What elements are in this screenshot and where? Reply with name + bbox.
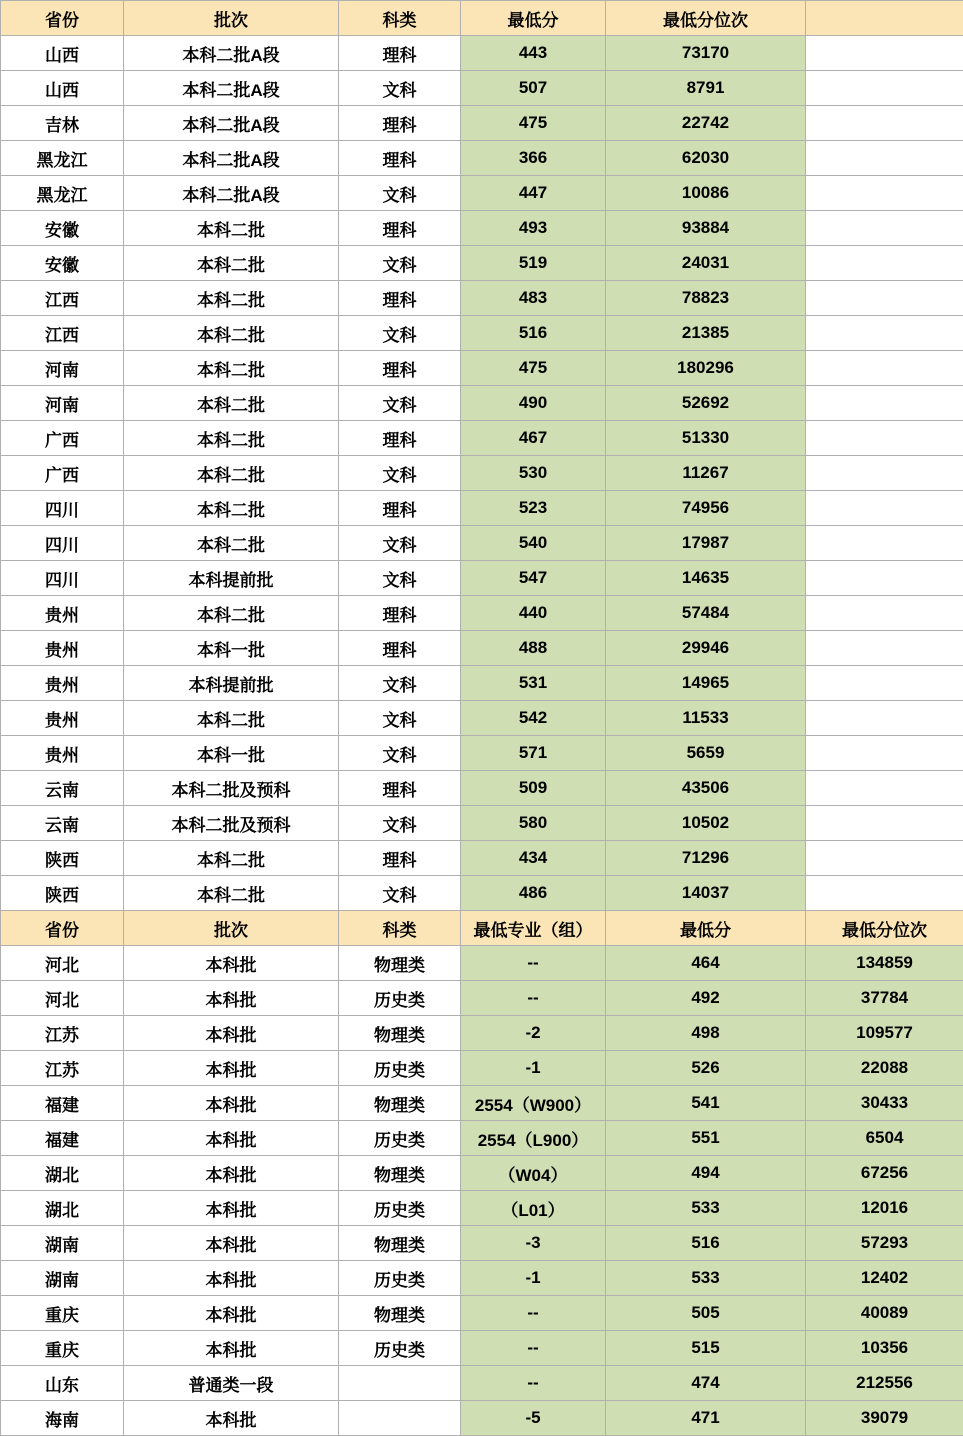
table-row [1, 316, 963, 351]
table-cell: 文科 [339, 316, 461, 351]
table-cell: 历史类 [339, 981, 461, 1016]
table-cell: 湖南 [1, 1261, 124, 1296]
table-cell: 理科 [339, 281, 461, 316]
table-cell [806, 316, 963, 351]
table-cell: 本科二批A段 [124, 141, 339, 176]
table-cell: 历史类 [339, 1121, 461, 1156]
table-row [1, 981, 963, 1016]
table-cell: 贵州 [1, 701, 124, 736]
table-cell: 8791 [606, 71, 806, 106]
column-header: 最低分 [461, 1, 606, 36]
table-cell: 四川 [1, 491, 124, 526]
table-cell: 湖南 [1, 1226, 124, 1261]
table-cell: 河北 [1, 946, 124, 981]
table-cell: 贵州 [1, 666, 124, 701]
table-cell [806, 211, 963, 246]
table-row [1, 666, 963, 701]
table-cell: 52692 [606, 386, 806, 421]
table-row [1, 561, 963, 596]
column-header: 批次 [124, 911, 339, 946]
table-cell: 6504 [806, 1121, 963, 1156]
table-cell: 本科二批A段 [124, 106, 339, 141]
table-row [1, 1331, 963, 1366]
table-cell: 重庆 [1, 1331, 124, 1366]
table-cell: 理科 [339, 771, 461, 806]
column-header: 科类 [339, 1, 461, 36]
table-cell [806, 701, 963, 736]
table-cell: 490 [461, 386, 606, 421]
table-cell: 云南 [1, 806, 124, 841]
table-cell: 河南 [1, 351, 124, 386]
table-cell: 本科二批 [124, 421, 339, 456]
table-cell: 本科批 [124, 1401, 339, 1436]
table-cell: 471 [606, 1401, 806, 1436]
table-cell: 理科 [339, 211, 461, 246]
table-cell: 580 [461, 806, 606, 841]
table-header-row [1, 911, 963, 946]
table-cell: 134859 [806, 946, 963, 981]
table-cell: 普通类一段 [124, 1366, 339, 1401]
table-cell: -5 [461, 1401, 606, 1436]
table-cell: 30433 [806, 1086, 963, 1121]
table-cell: 贵州 [1, 596, 124, 631]
table-cell: 57484 [606, 596, 806, 631]
table-cell: 43506 [606, 771, 806, 806]
table-row [1, 1051, 963, 1086]
table-cell: 吉林 [1, 106, 124, 141]
table-cell: 505 [606, 1296, 806, 1331]
table-row [1, 246, 963, 281]
table-row [1, 1191, 963, 1226]
table-cell: 22742 [606, 106, 806, 141]
table-cell: 498 [606, 1016, 806, 1051]
table-cell: 文科 [339, 386, 461, 421]
table-cell: 文科 [339, 701, 461, 736]
table-cell: 本科二批及预科 [124, 771, 339, 806]
table-cell [806, 876, 963, 911]
table-cell: -- [461, 946, 606, 981]
table-cell: 39079 [806, 1401, 963, 1436]
table-cell: 11533 [606, 701, 806, 736]
table-cell: 14965 [606, 666, 806, 701]
table-cell: 516 [461, 316, 606, 351]
table-row [1, 771, 963, 806]
column-header: 最低分 [606, 911, 806, 946]
table-cell: 12402 [806, 1261, 963, 1296]
table-row [1, 1401, 963, 1436]
table-cell: 河南 [1, 386, 124, 421]
table-cell [806, 386, 963, 421]
table-cell: 本科二批 [124, 456, 339, 491]
column-header: 最低专业（组） [461, 911, 606, 946]
table-cell [806, 491, 963, 526]
table-cell: 江苏 [1, 1051, 124, 1086]
table-cell: 文科 [339, 736, 461, 771]
table-cell: 5659 [606, 736, 806, 771]
table-row [1, 176, 963, 211]
table-cell: 486 [461, 876, 606, 911]
table-cell: 历史类 [339, 1261, 461, 1296]
table-cell: 本科二批 [124, 246, 339, 281]
table-cell: 533 [606, 1261, 806, 1296]
table-cell: 493 [461, 211, 606, 246]
table-cell [806, 771, 963, 806]
table-cell: -1 [461, 1051, 606, 1086]
table-cell: 533 [606, 1191, 806, 1226]
table-cell: 本科二批 [124, 701, 339, 736]
table-cell: 21385 [606, 316, 806, 351]
table-cell: 37784 [806, 981, 963, 1016]
table-cell: 福建 [1, 1086, 124, 1121]
table-cell: 492 [606, 981, 806, 1016]
table-cell [806, 36, 963, 71]
table-cell: 江西 [1, 316, 124, 351]
table-cell: 云南 [1, 771, 124, 806]
table-cell: 理科 [339, 36, 461, 71]
table-cell: 广西 [1, 421, 124, 456]
table-cell: 黑龙江 [1, 141, 124, 176]
table-cell: 509 [461, 771, 606, 806]
table-cell: 本科批 [124, 1191, 339, 1226]
table-cell: 本科二批 [124, 211, 339, 246]
table-cell: 531 [461, 666, 606, 701]
table-cell: 历史类 [339, 1331, 461, 1366]
table-cell: 10502 [606, 806, 806, 841]
table-cell: 本科批 [124, 1051, 339, 1086]
table-cell: 571 [461, 736, 606, 771]
table-cell: （W04） [461, 1156, 606, 1191]
table-cell: 江苏 [1, 1016, 124, 1051]
table-cell: 475 [461, 106, 606, 141]
table-row [1, 806, 963, 841]
table-cell: -- [461, 981, 606, 1016]
table-cell: 2554（L900） [461, 1121, 606, 1156]
table-cell [806, 71, 963, 106]
table-cell: 本科二批A段 [124, 71, 339, 106]
table-cell: 文科 [339, 666, 461, 701]
table-cell: 212556 [806, 1366, 963, 1401]
table-cell: 本科二批 [124, 316, 339, 351]
table-cell: 本科二批A段 [124, 36, 339, 71]
table-row [1, 386, 963, 421]
table-cell: 519 [461, 246, 606, 281]
table-row [1, 211, 963, 246]
table-cell [806, 736, 963, 771]
table-cell [806, 106, 963, 141]
table-row [1, 1296, 963, 1331]
table-cell [806, 841, 963, 876]
table-cell: 541 [606, 1086, 806, 1121]
table-cell: -- [461, 1366, 606, 1401]
table-cell: 物理类 [339, 1156, 461, 1191]
column-header: 最低分位次 [806, 911, 963, 946]
table-cell: 51330 [606, 421, 806, 456]
table-cell: 本科提前批 [124, 561, 339, 596]
table-cell: 10086 [606, 176, 806, 211]
column-header: 科类 [339, 911, 461, 946]
table-cell: 474 [606, 1366, 806, 1401]
table-cell: 67256 [806, 1156, 963, 1191]
table-cell: 483 [461, 281, 606, 316]
table-row [1, 946, 963, 981]
table-cell: 本科批 [124, 1121, 339, 1156]
table-cell: 本科批 [124, 1261, 339, 1296]
table-cell: 40089 [806, 1296, 963, 1331]
table-cell: 本科二批及预科 [124, 806, 339, 841]
table-cell: 物理类 [339, 1296, 461, 1331]
table-header-row [1, 1, 963, 36]
table-row [1, 141, 963, 176]
table-cell: 安徽 [1, 246, 124, 281]
table-cell: 本科批 [124, 1226, 339, 1261]
column-header: 最低分位次 [606, 1, 806, 36]
table-cell: 109577 [806, 1016, 963, 1051]
table-cell: 福建 [1, 1121, 124, 1156]
table-cell: 14635 [606, 561, 806, 596]
table-cell: 山西 [1, 71, 124, 106]
table-cell: 本科二批 [124, 596, 339, 631]
table-cell: 文科 [339, 561, 461, 596]
table-cell: 11267 [606, 456, 806, 491]
table-cell [806, 631, 963, 666]
table-cell: 本科二批 [124, 281, 339, 316]
table-cell: 理科 [339, 491, 461, 526]
table-cell: 黑龙江 [1, 176, 124, 211]
table-row [1, 736, 963, 771]
table-cell: 447 [461, 176, 606, 211]
table-cell [806, 246, 963, 281]
table-cell: 本科批 [124, 1016, 339, 1051]
table-cell: 24031 [606, 246, 806, 281]
table-cell: 本科二批 [124, 491, 339, 526]
table-cell: 551 [606, 1121, 806, 1156]
table-cell: 贵州 [1, 736, 124, 771]
table-row [1, 841, 963, 876]
table-cell: 湖北 [1, 1156, 124, 1191]
table-cell [806, 666, 963, 701]
table-cell: 陕西 [1, 841, 124, 876]
table-row [1, 631, 963, 666]
table-cell: 安徽 [1, 211, 124, 246]
table-cell: 海南 [1, 1401, 124, 1436]
table-cell: 78823 [606, 281, 806, 316]
table-cell: 530 [461, 456, 606, 491]
table-cell: 494 [606, 1156, 806, 1191]
table-cell: 本科批 [124, 1296, 339, 1331]
table-cell: 湖北 [1, 1191, 124, 1226]
table-cell: 本科二批 [124, 351, 339, 386]
table-cell: 434 [461, 841, 606, 876]
table-cell [806, 596, 963, 631]
table-cell: 10356 [806, 1331, 963, 1366]
table-cell: 物理类 [339, 1226, 461, 1261]
table-cell [806, 176, 963, 211]
table-cell: 本科批 [124, 1156, 339, 1191]
table-cell [806, 561, 963, 596]
table-cell [806, 141, 963, 176]
table-cell: 文科 [339, 176, 461, 211]
table-cell [806, 456, 963, 491]
table-cell: 理科 [339, 631, 461, 666]
table-cell: 山东 [1, 1366, 124, 1401]
table-cell: 物理类 [339, 1086, 461, 1121]
table-cell: 17987 [606, 526, 806, 561]
table-cell: 本科批 [124, 1086, 339, 1121]
table-row [1, 456, 963, 491]
table-row [1, 596, 963, 631]
column-header: 批次 [124, 1, 339, 36]
table-cell: 重庆 [1, 1296, 124, 1331]
table-cell: （L01） [461, 1191, 606, 1226]
table-row [1, 876, 963, 911]
table-cell: 57293 [806, 1226, 963, 1261]
table-cell: 515 [606, 1331, 806, 1366]
table-cell: -2 [461, 1016, 606, 1051]
column-header: 省份 [1, 911, 124, 946]
table-cell: 180296 [606, 351, 806, 386]
table-row [1, 701, 963, 736]
table-cell: 理科 [339, 421, 461, 456]
table-row [1, 421, 963, 456]
table-cell [339, 1366, 461, 1401]
table-row [1, 281, 963, 316]
table-cell: 本科二批 [124, 876, 339, 911]
table-cell: 507 [461, 71, 606, 106]
table-cell: 陕西 [1, 876, 124, 911]
table-cell: 历史类 [339, 1051, 461, 1086]
table-cell: 江西 [1, 281, 124, 316]
table-cell: 理科 [339, 596, 461, 631]
table-cell: -- [461, 1331, 606, 1366]
table-cell: 文科 [339, 456, 461, 491]
table-cell: 547 [461, 561, 606, 596]
table-cell [339, 1401, 461, 1436]
table-cell: 本科二批 [124, 386, 339, 421]
table-cell: 2554（W900） [461, 1086, 606, 1121]
table-cell: 62030 [606, 141, 806, 176]
table-cell: 本科二批A段 [124, 176, 339, 211]
table-cell: 464 [606, 946, 806, 981]
table-cell: 物理类 [339, 1016, 461, 1051]
table-cell: 540 [461, 526, 606, 561]
table-row [1, 526, 963, 561]
table-cell: 29946 [606, 631, 806, 666]
table-cell: 542 [461, 701, 606, 736]
table-cell: 本科二批 [124, 526, 339, 561]
table-cell [806, 421, 963, 456]
table-cell: 本科提前批 [124, 666, 339, 701]
table-cell: 475 [461, 351, 606, 386]
table-cell: 443 [461, 36, 606, 71]
table-cell: 理科 [339, 841, 461, 876]
table-cell: 本科二批 [124, 841, 339, 876]
table-cell [806, 351, 963, 386]
table-cell: 366 [461, 141, 606, 176]
table-cell: 本科批 [124, 1331, 339, 1366]
table-cell: 文科 [339, 246, 461, 281]
table-cell [806, 526, 963, 561]
table-cell: 河北 [1, 981, 124, 1016]
table-cell: 四川 [1, 561, 124, 596]
table-row [1, 71, 963, 106]
table-cell: 贵州 [1, 631, 124, 666]
table-row [1, 1261, 963, 1296]
table-cell: 文科 [339, 526, 461, 561]
table-row [1, 1121, 963, 1156]
table-cell: 本科批 [124, 946, 339, 981]
table-cell: 本科一批 [124, 736, 339, 771]
table-cell: 理科 [339, 351, 461, 386]
table-cell: 93884 [606, 211, 806, 246]
table-row [1, 36, 963, 71]
table-cell: 526 [606, 1051, 806, 1086]
table-cell [806, 806, 963, 841]
table-cell: 440 [461, 596, 606, 631]
table-row [1, 1226, 963, 1261]
table-row [1, 491, 963, 526]
table-cell: 516 [606, 1226, 806, 1261]
table-cell: 四川 [1, 526, 124, 561]
column-header-empty [806, 1, 963, 36]
table-cell: -3 [461, 1226, 606, 1261]
table-cell: -1 [461, 1261, 606, 1296]
table-row [1, 1016, 963, 1051]
table-cell: 理科 [339, 141, 461, 176]
table-cell: 历史类 [339, 1191, 461, 1226]
table-cell: 12016 [806, 1191, 963, 1226]
table-cell: 14037 [606, 876, 806, 911]
table-cell: -- [461, 1296, 606, 1331]
table-cell: 523 [461, 491, 606, 526]
table-cell: 本科批 [124, 981, 339, 1016]
table-cell [806, 281, 963, 316]
table-cell: 488 [461, 631, 606, 666]
column-header: 省份 [1, 1, 124, 36]
table-cell: 物理类 [339, 946, 461, 981]
table-row [1, 351, 963, 386]
table-row [1, 1086, 963, 1121]
table-cell: 71296 [606, 841, 806, 876]
table-cell: 文科 [339, 876, 461, 911]
table-cell: 理科 [339, 106, 461, 141]
table-cell: 广西 [1, 456, 124, 491]
table-cell: 文科 [339, 71, 461, 106]
table-row [1, 106, 963, 141]
table-cell: 467 [461, 421, 606, 456]
table-row [1, 1156, 963, 1191]
table-row [1, 1366, 963, 1401]
table-cell: 74956 [606, 491, 806, 526]
table-cell: 文科 [339, 806, 461, 841]
table-cell: 73170 [606, 36, 806, 71]
table-cell: 本科一批 [124, 631, 339, 666]
table-cell: 22088 [806, 1051, 963, 1086]
table-cell: 山西 [1, 36, 124, 71]
